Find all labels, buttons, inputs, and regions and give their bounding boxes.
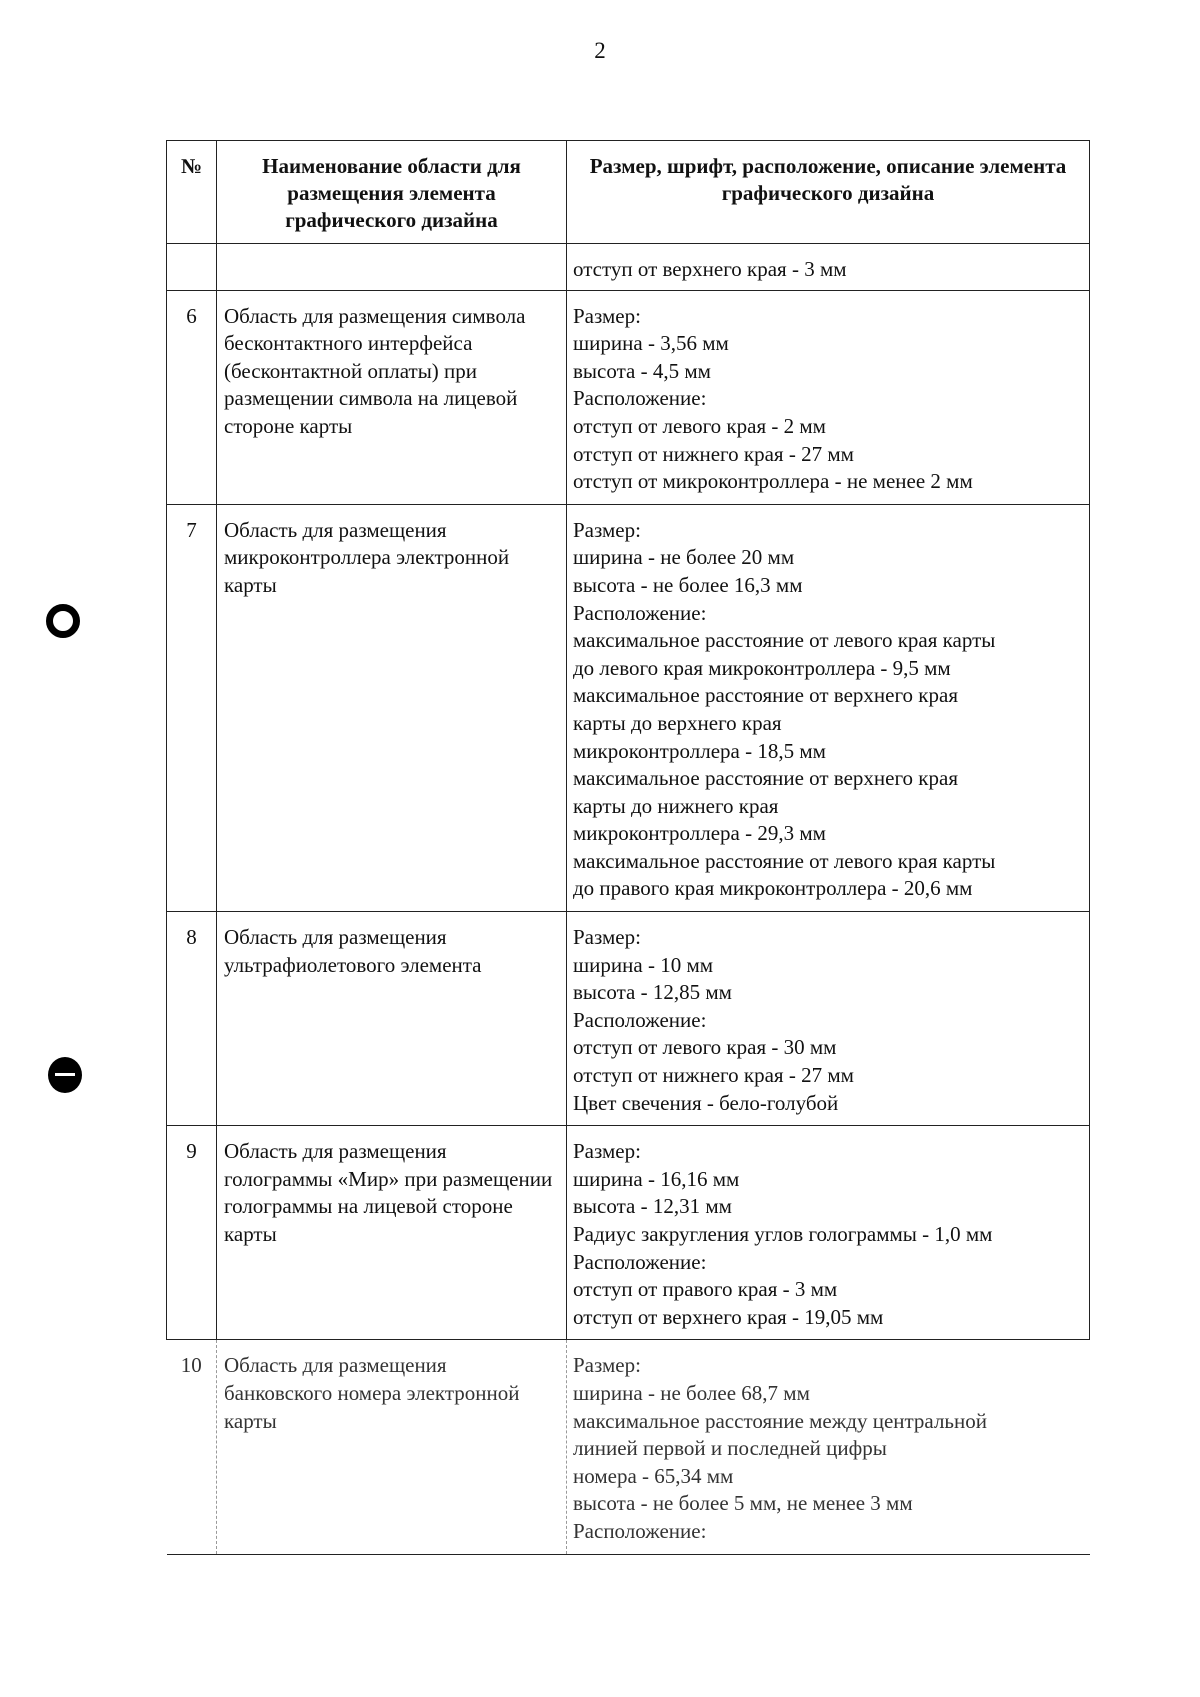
description-line: ширина - не более 68,7 мм: [573, 1380, 810, 1405]
description-line: высота - не более 16,3 мм: [573, 572, 803, 597]
punch-hole-solid: [48, 1057, 82, 1093]
page-number: 2: [594, 38, 606, 63]
row-number: 8: [167, 912, 217, 1126]
description-line: максимальное расстояние от верхнего края: [573, 766, 958, 791]
header-num: №: [167, 141, 217, 244]
description-line: Расположение:: [573, 386, 707, 411]
area-description: [567, 290, 1090, 504]
header-desc: Размер, шрифт, расположение, описание элемента графического дизайна: [567, 141, 1090, 244]
description-line: Размер:: [573, 1139, 641, 1164]
area-name: Область для размещения ультрафиолетового элемента: [217, 912, 567, 1126]
row-number: 9: [167, 1126, 217, 1340]
row-number: [167, 244, 217, 291]
description-line: номера - 65,34 мм: [573, 1463, 734, 1488]
description-line: Радиус закругления углов голограммы - 1,0 мм: [573, 1222, 993, 1246]
header-name: Наименование области для размещения элемента графического дизайна: [217, 141, 567, 244]
description-line: высота - не более 5 мм, не менее 3 мм: [573, 1491, 913, 1516]
area-description: [567, 1340, 1090, 1554]
description-line: отступ от верхнего края - 19,05 мм: [573, 1304, 884, 1329]
description-line: отступ от левого края - 2 мм: [573, 413, 826, 438]
description-line: максимальное расстояние от верхнего края: [573, 683, 958, 708]
description-line: Расположение:: [573, 600, 707, 625]
design-elements-table: [166, 140, 1090, 1555]
area-name: Область для размещения символа бесконтактного интерфейса (бесконтактной оплаты) при размещении символа на лицевой стороне карты: [217, 290, 567, 504]
area-description: [567, 504, 1090, 911]
area-description: [567, 1126, 1090, 1340]
description-line: отступ от левого края - 30 мм: [573, 1035, 837, 1060]
description-line: Расположение:: [573, 1249, 707, 1274]
description-line: отступ от нижнего края - 27 мм: [573, 441, 854, 466]
description-line: отступ от правого края - 3 мм: [573, 1277, 838, 1302]
table-row: [167, 290, 1090, 504]
table-row: [167, 1340, 1090, 1554]
description-line: ширина - 10 мм: [573, 952, 714, 977]
punch-hole-hollow: [46, 604, 80, 638]
description-line: ширина - 16,16 мм: [573, 1166, 740, 1191]
area-name: Область для размещения банковского номера электронной карты: [217, 1340, 567, 1554]
description-line: максимальное расстояние от левого края карты: [573, 628, 996, 653]
description-line: карты до нижнего края: [573, 793, 779, 818]
description-line: Размер:: [573, 925, 641, 950]
area-name: Область для размещения голограммы «Мир» при размещении голограммы на лицевой стороне карты: [217, 1126, 567, 1340]
description-line: Размер:: [573, 517, 641, 542]
table-row: [167, 912, 1090, 1126]
description-line: карты до верхнего края: [573, 710, 782, 735]
description-line: отступ от нижнего края - 27 мм: [573, 1063, 854, 1088]
area-name: [217, 244, 567, 291]
table-row: [167, 504, 1090, 911]
row-number: 7: [167, 504, 217, 911]
table-row: [167, 1126, 1090, 1340]
row-number: 6: [167, 290, 217, 504]
description-line: Размер:: [573, 1353, 641, 1378]
description-line: максимальное расстояние от левого края карты: [573, 848, 996, 873]
table-header-row: [167, 141, 1090, 244]
description-line: высота - 12,85 мм: [573, 980, 732, 1005]
description-line: до левого края микроконтроллера - 9,5 мм: [573, 655, 951, 680]
description-line: микроконтроллера - 18,5 мм: [573, 738, 826, 763]
description-line: отступ от микроконтроллера - не менее 2 мм: [573, 469, 973, 494]
description-line: высота - 12,31 мм: [573, 1194, 732, 1219]
description-line: высота - 4,5 мм: [573, 358, 711, 383]
description-line: микроконтроллера - 29,3 мм: [573, 821, 826, 846]
description-line: ширина - 3,56 мм: [573, 331, 729, 356]
description-line: максимальное расстояние между центральной: [573, 1408, 987, 1433]
description-line: до правого края микроконтроллера - 20,6 мм: [573, 876, 973, 901]
description-line: линией первой и последней цифры: [573, 1436, 887, 1461]
description-line: Расположение:: [573, 1518, 707, 1543]
description-line: Цвет свечения - бело-голубой: [573, 1090, 839, 1115]
description-line: отступ от верхнего края - 3 мм: [573, 257, 847, 281]
table-row: [167, 244, 1090, 291]
area-description: [567, 244, 1090, 291]
description-line: ширина - не более 20 мм: [573, 545, 795, 570]
description-line: Расположение:: [573, 1007, 707, 1032]
row-number: 10: [167, 1340, 217, 1554]
description-line: Размер:: [573, 303, 641, 328]
area-name: Область для размещения микроконтроллера электронной карты: [217, 504, 567, 911]
area-description: [567, 912, 1090, 1126]
